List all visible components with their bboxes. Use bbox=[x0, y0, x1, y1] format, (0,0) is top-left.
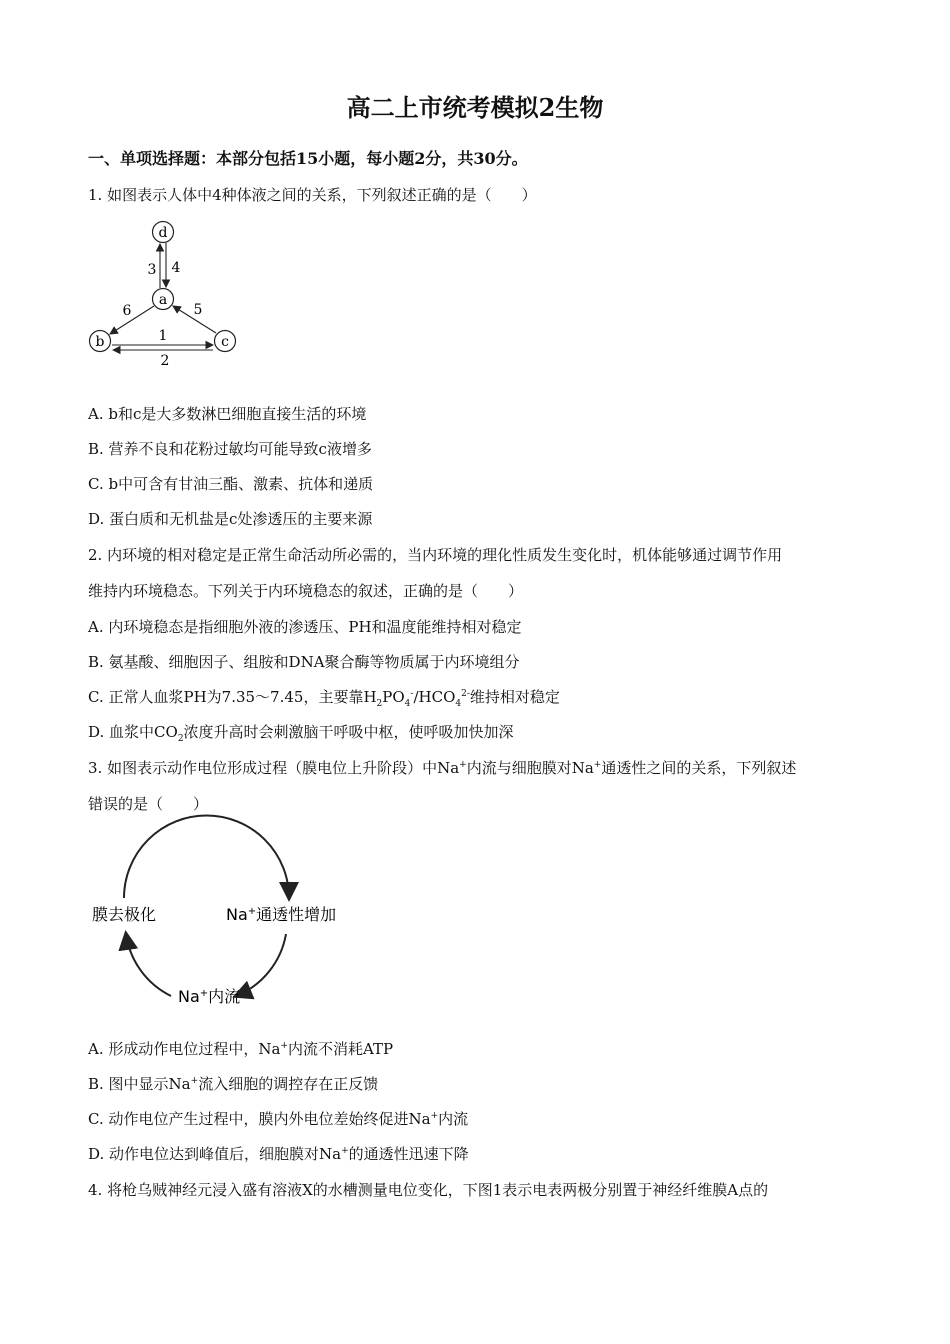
na-feedback-cycle-diagram bbox=[86, 826, 356, 1011]
arrow-6 bbox=[110, 306, 154, 334]
q4-stem-line1: 4. 将枪乌贼神经元浸入盛有溶液X的水槽测量电位变化，下图1表示电表两极分别置于神经纤维膜A点的 bbox=[88, 1181, 769, 1199]
cycle-arrow-top bbox=[124, 816, 289, 899]
label-3: 3 bbox=[147, 262, 157, 278]
q1-option-d: D. 蛋白质和无机盐是c处渗透压的主要来源 bbox=[88, 510, 373, 528]
q2-option-d: D. 血浆中$CO_2$浓度升高时会刺激脑干呼吸中枢，使呼吸加快加深 bbox=[88, 723, 514, 744]
label-1: 1 bbox=[158, 328, 168, 344]
label-4: 4 bbox=[171, 260, 181, 276]
section-heading: 一、单项选择题：本部分包括15小题，每小题2分，共30分。 bbox=[88, 149, 528, 168]
page-title: 高二上市统考模拟2生物 bbox=[346, 93, 604, 122]
cycle-right-label: Na+通透性增加 bbox=[226, 905, 337, 924]
cycle-arrow-left bbox=[126, 934, 171, 996]
cycle-left-label: 膜去极化 bbox=[92, 905, 157, 924]
q3-stem-line2: 错误的是（ ） bbox=[88, 795, 209, 813]
cycle-bottom-label: Na+内流 bbox=[178, 987, 241, 1006]
q2-option-c: C. 正常人血浆PH为7.35～7.45，主要靠$H_2PO_4^-/HCO_4^{2-}$维持相对稳定 bbox=[88, 688, 560, 709]
q3-option-b: B. 图中显示Na+流入细胞的调控存在正反馈 bbox=[88, 1075, 379, 1093]
q1-option-c: C. b中可含有甘油三酯、激素、抗体和递质 bbox=[88, 475, 374, 493]
q2-option-a: A. 内环境稳态是指细胞外液的渗透压、PH和温度能维持相对稳定 bbox=[88, 618, 522, 636]
label-2: 2 bbox=[160, 353, 170, 369]
q2-stem-line2: 维持内环境稳态。下列关于内环境稳态的叙述，正确的是（ ） bbox=[88, 582, 524, 600]
body-fluid-diagram bbox=[86, 218, 246, 368]
label-6: 6 bbox=[122, 303, 132, 319]
q2-option-b: B. 氨基酸、细胞因子、组胺和DNA聚合酶等物质属于内环境组分 bbox=[88, 653, 520, 671]
label-5: 5 bbox=[193, 302, 203, 318]
q1-stem: 1. 如图表示人体中4种体液之间的关系，下列叙述正确的是（ ） bbox=[88, 186, 537, 204]
q3-option-a: A. 形成动作电位过程中，Na+内流不消耗ATP bbox=[88, 1040, 394, 1058]
q3-option-d: D. 动作电位达到峰值后，细胞膜对Na+的通透性迅速下降 bbox=[88, 1145, 469, 1163]
node-a-label: a bbox=[158, 292, 168, 308]
q1-option-a: A. b和c是大多数淋巴细胞直接生活的环境 bbox=[88, 405, 367, 423]
q3-stem-line1: 3. 如图表示动作电位形成过程（膜电位上升阶段）中Na+内流与细胞膜对Na+通透性之间的关系，下列叙述 bbox=[88, 759, 797, 777]
node-b-label: b bbox=[95, 334, 105, 350]
q1-option-b: B. 营养不良和花粉过敏均可能导致c液增多 bbox=[88, 440, 372, 458]
q2-stem-line1: 2. 内环境的相对稳定是正常生命活动所必需的，当内环境的理化性质发生变化时，机体能够通过调节作用 bbox=[88, 546, 783, 564]
q3-option-c: C. 动作电位产生过程中，膜内外电位差始终促进Na+内流 bbox=[88, 1110, 469, 1128]
cycle-arrow-right bbox=[236, 934, 286, 996]
node-c-label: c bbox=[221, 334, 229, 350]
node-d-label: d bbox=[158, 225, 168, 241]
